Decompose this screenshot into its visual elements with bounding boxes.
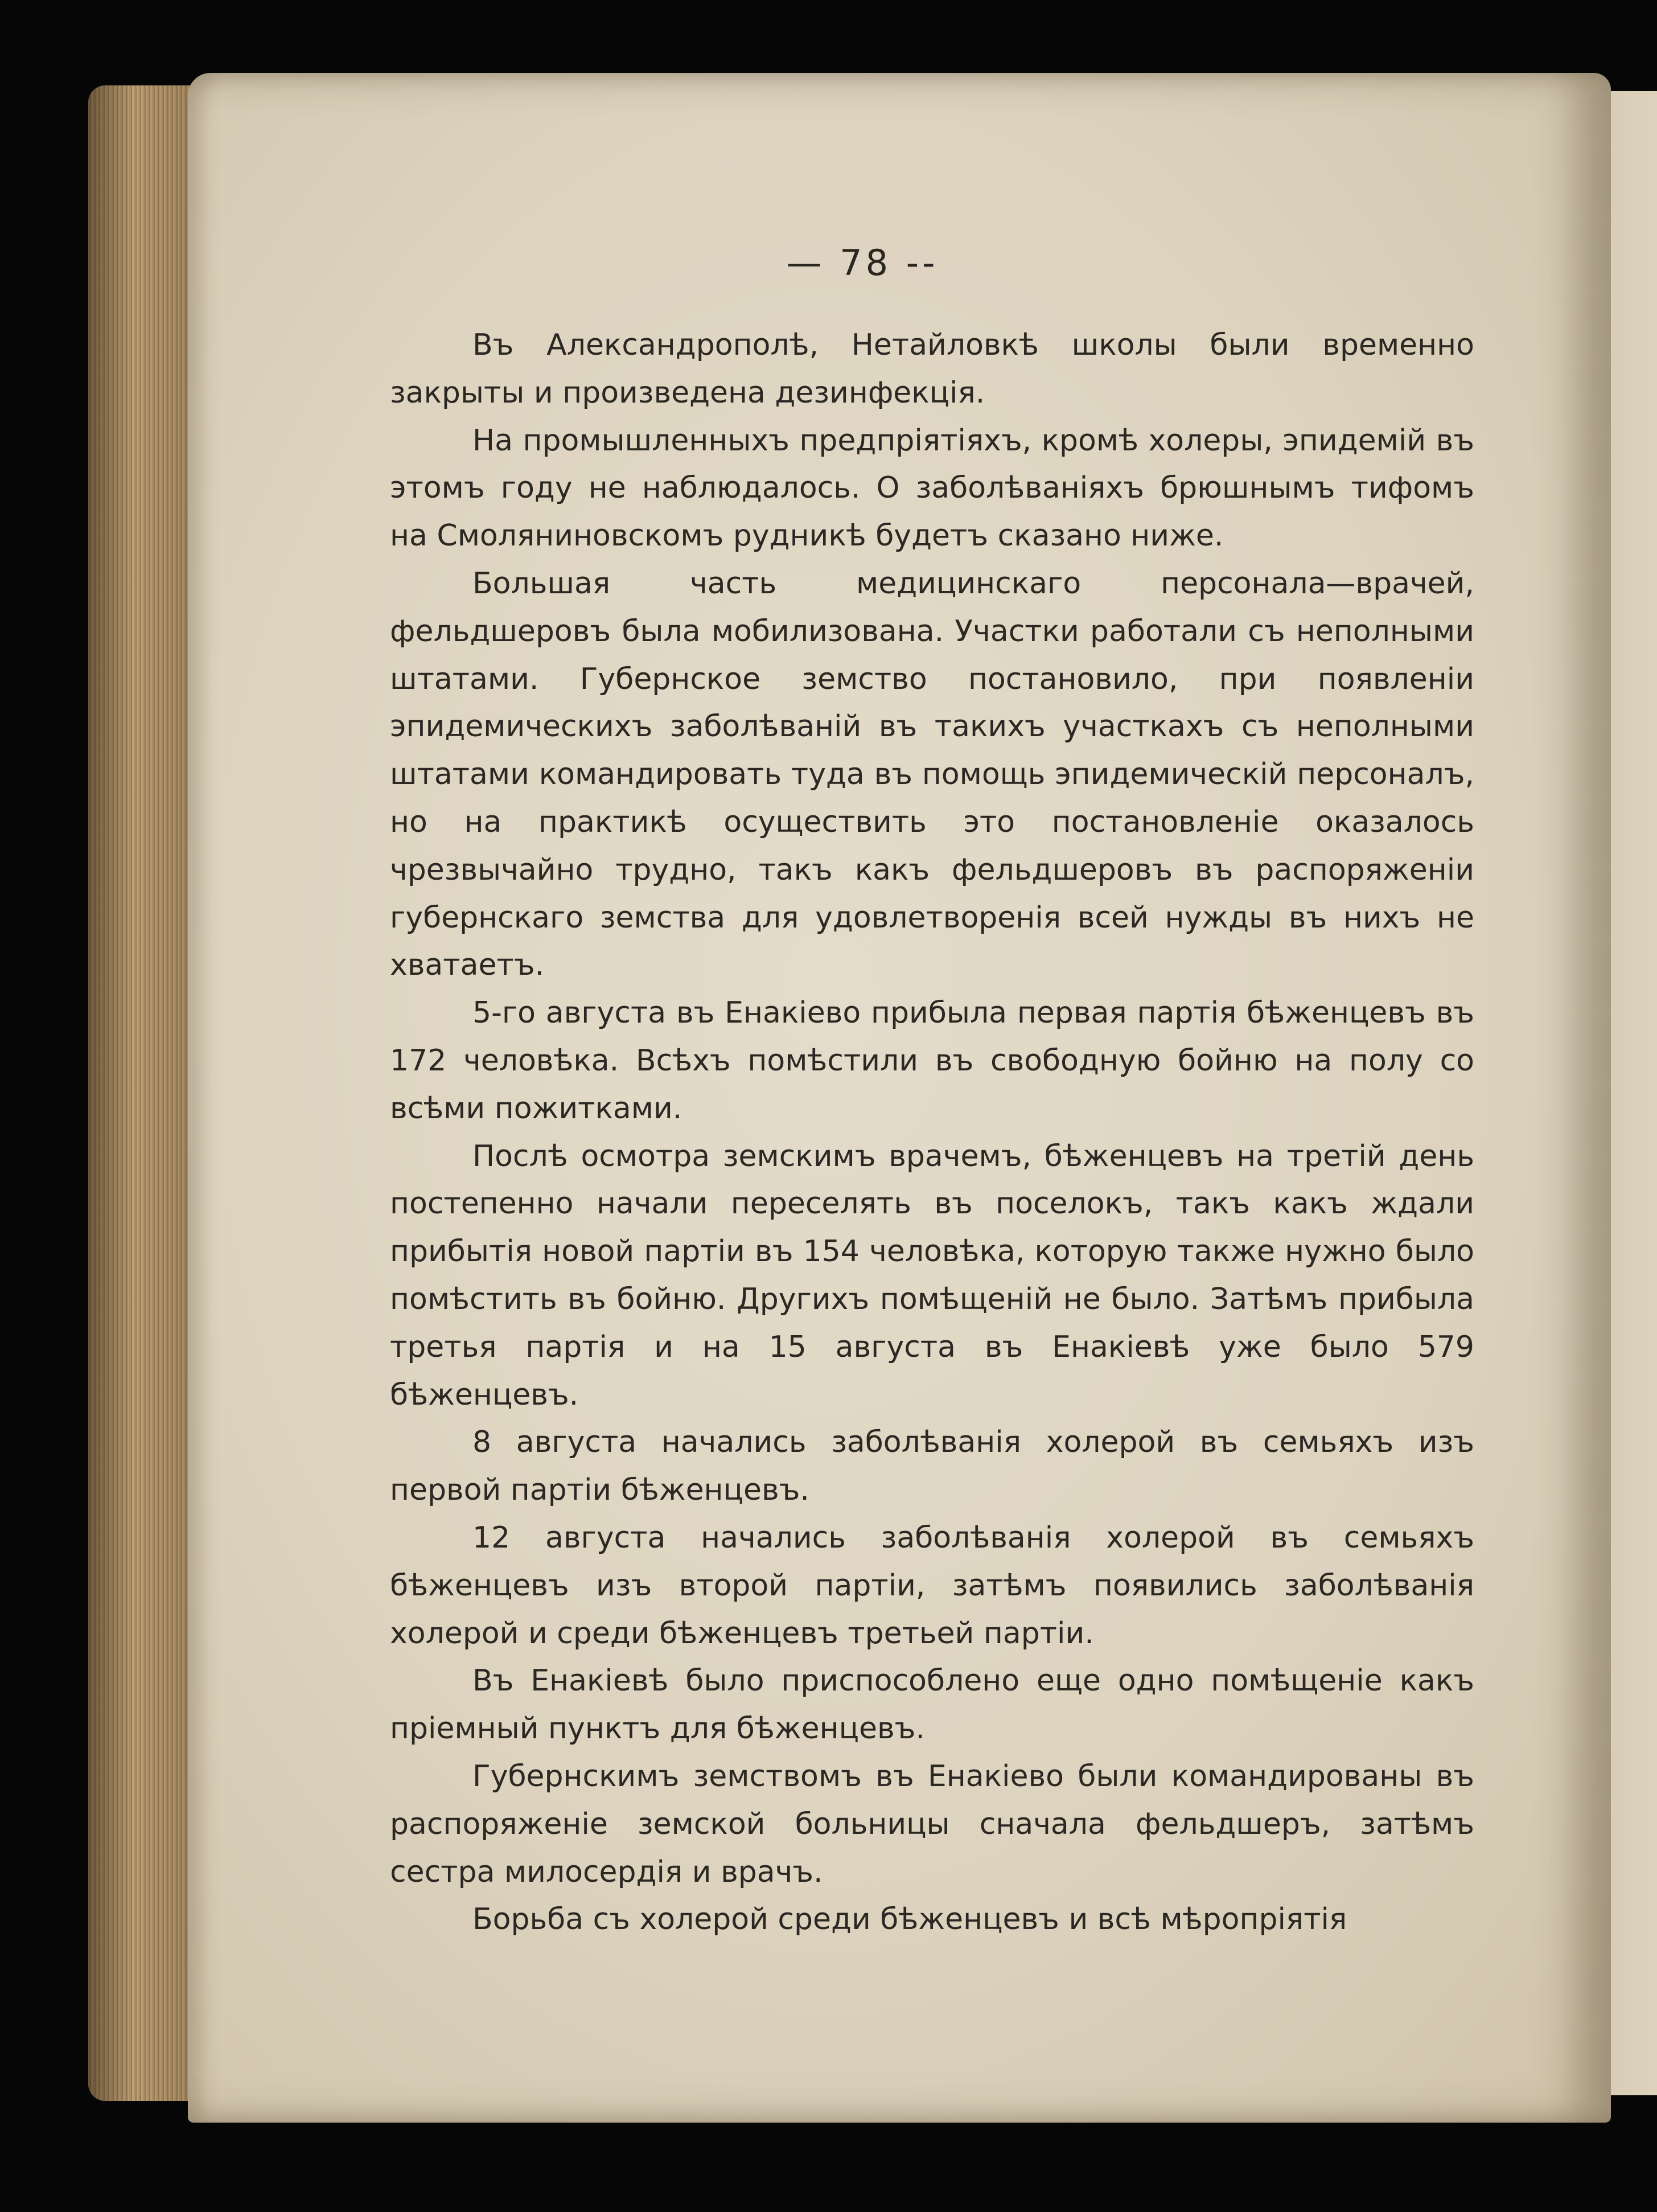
page-block-shadow	[88, 85, 202, 2101]
paragraph: Послѣ осмотра земскимъ врачемъ, бѣженцевъ на третій день постепенно начали переселять въ поселокъ, такъ какъ ждали прибытія новой партіи въ 154 человѣка, которую также нужно было помѣстить въ бойню. Другихъ помѣщеній не было. Затѣмъ прибыла третья партія и на 15 августа въ Енакіевѣ уже было 579 бѣженцевъ.	[390, 1139, 1474, 1412]
paragraph: 12 августа начались заболѣванія холерой въ семьяхъ бѣженцевъ изъ второй партіи, затѣмъ появились заболѣванія холерой и среди бѣженцевъ третьей партіи.	[390, 1520, 1474, 1651]
page-number: — 78 --	[786, 242, 939, 284]
paragraph: Борьба съ холерой среди бѣженцевъ и всѣ мѣропріятія	[472, 1902, 1347, 1937]
paragraph: Большая часть медицинскаго персонала—врачей, фельдшеровъ была мобилизована. Участки работали съ неполными штатами. Губернское земство постановило, при появленіи эпидемическихъ заболѣваній въ такихъ участкахъ съ неполными штатами командировать туда въ помощь эпидемическій персоналъ, но на практикѣ осуществить это постановленіе оказалось чрезвычайно трудно, такъ какъ фельдшеровъ въ распоряженіи губернскаго земства для удовлетворенія всей нужды въ нихъ не хватаетъ.	[390, 566, 1474, 983]
paragraph: Въ Енакіевѣ было приспособлено еще одно помѣщеніе какъ пріемный пунктъ для бѣженцевъ.	[390, 1664, 1474, 1746]
body-text	[390, 322, 1474, 1944]
paragraph: 8 августа начались заболѣванія холерой въ семьяхъ изъ первой партіи бѣженцевъ.	[390, 1425, 1474, 1508]
paragraph: На промышленныхъ предпріятіяхъ, кромѣ холеры, эпидемій въ этомъ году не наблюдалось. О заболѣваніяхъ брюшнымъ тифомъ на Смолянинoвскомъ рудникѣ будетъ сказано ниже.	[390, 423, 1474, 553]
paragraph: Губернскимъ земствомъ въ Енакіево были командированы въ распоряженіе земской больницы сначала фельдшеръ, затѣмъ сестра милосердія и врачъ.	[390, 1759, 1474, 1889]
paragraph: 5-го августа въ Енакіево прибыла первая партія бѣженцевъ въ 172 человѣка. Всѣхъ помѣстили въ свободную бойню на полу со всѣми пожитками.	[390, 996, 1474, 1126]
paragraph: Въ Александрополѣ, Нетайловкѣ школы были временно закрыты и произведена дезинфекція.	[390, 328, 1474, 410]
